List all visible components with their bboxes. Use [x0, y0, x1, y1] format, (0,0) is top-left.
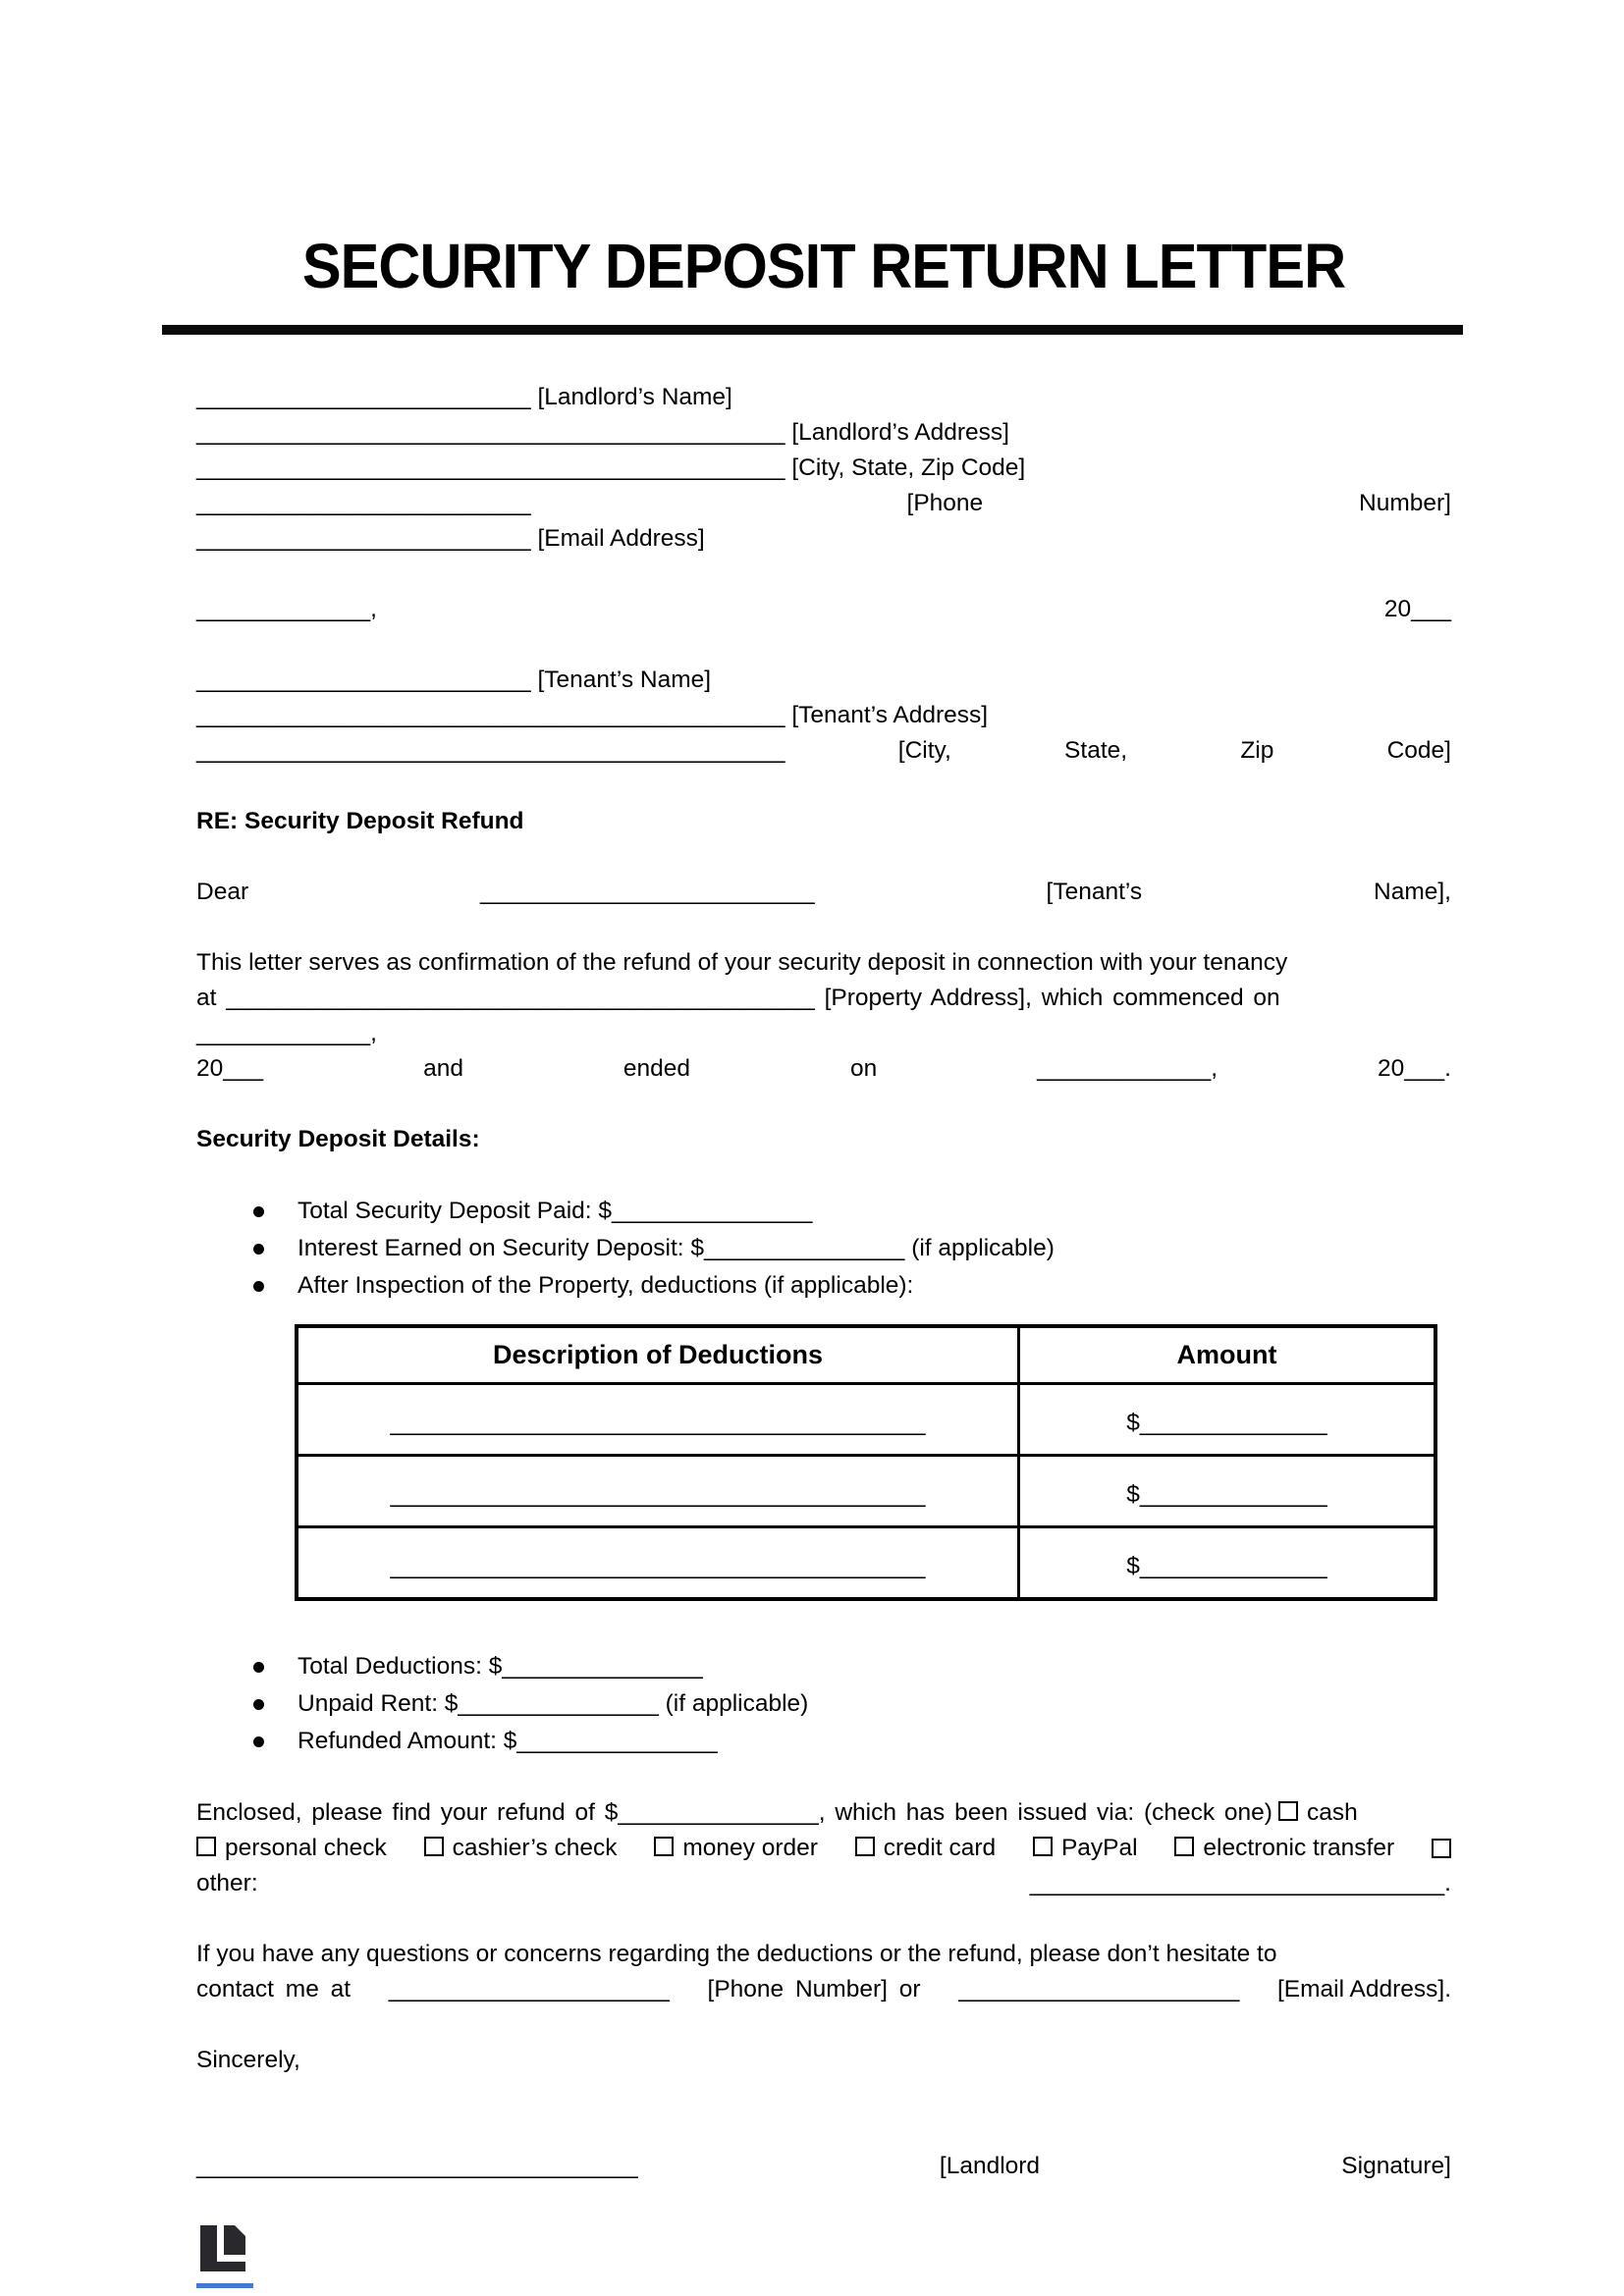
- checkbox-icon: [1033, 1837, 1053, 1856]
- tenant-name-label: [Tenant’s Name]: [537, 667, 712, 694]
- list-item: [253, 1685, 1451, 1723]
- signature-blank: _________________________________: [196, 2153, 638, 2180]
- legal-templates-logo-mark: [200, 2225, 245, 2271]
- bullet-icon: [253, 1281, 264, 1292]
- deposit-details-list: [196, 1193, 1451, 1305]
- landlord-phone-label: [Phone: [906, 490, 984, 517]
- landlord-address-label: [Landlord’s Address]: [791, 419, 1009, 447]
- payment-option-label: electronic transfer: [1203, 1835, 1395, 1862]
- contact-line: [196, 1972, 1451, 2007]
- table-row: [297, 1384, 1435, 1456]
- amount-column-header: Amount: [1019, 1326, 1436, 1384]
- tenant-address-block: [196, 663, 1451, 769]
- landlord-name-line: [196, 380, 1451, 415]
- list-item: [253, 1230, 1451, 1267]
- table-row: [297, 1527, 1435, 1600]
- payment-option-label: other:: [196, 1870, 258, 1897]
- payment-option: [1033, 1831, 1138, 1866]
- bullet-text: Refunded Amount: $_______________: [298, 1728, 718, 1755]
- tenant-city-blank: ____________________________________________: [196, 737, 785, 765]
- checkbox-icon: [1278, 1801, 1298, 1821]
- tenant-address-line: [196, 698, 1451, 733]
- date-year-blank: 20___: [1383, 596, 1451, 623]
- landlord-city-line: [196, 451, 1451, 486]
- landlord-phone-line: [196, 486, 1451, 521]
- checkbox-icon: [196, 1837, 216, 1856]
- salutation-dear: Dear: [196, 879, 249, 906]
- bullet-text: Total Security Deposit Paid: $_______________: [298, 1198, 813, 1225]
- salutation-label-2: Name],: [1374, 879, 1451, 906]
- description-blank-cell: ________________________________________: [297, 1384, 1019, 1456]
- description-blank-cell: ________________________________________: [297, 1456, 1019, 1527]
- list-item: [253, 1267, 1451, 1305]
- paragraph-line: at ____________________________________________ [Property Address], which commenced on _____________,: [196, 985, 1280, 1047]
- tenant-code-label: Code]: [1386, 737, 1451, 765]
- word-on: on: [849, 1055, 878, 1083]
- refund-method-paragraph: [196, 1795, 1451, 1901]
- amount-blank-cell: $______________: [1019, 1527, 1436, 1600]
- payment-option-label: personal check: [225, 1835, 387, 1862]
- signature-label-2: Signature]: [1341, 2153, 1451, 2180]
- payment-option-label: PayPal: [1060, 1835, 1138, 1862]
- tenant-state-label: State,: [1064, 737, 1128, 765]
- deductions-table: [295, 1324, 1437, 1601]
- bullet-icon: [253, 1244, 264, 1255]
- landlord-city-label: [City, State, Zip Code]: [791, 454, 1026, 482]
- payment-option: [424, 1831, 618, 1866]
- description-blank-cell: ________________________________________: [297, 1527, 1019, 1600]
- salutation-blank: _________________________: [479, 879, 815, 906]
- word-and: and: [423, 1055, 463, 1083]
- bullet-icon: [253, 1699, 264, 1710]
- title-rule: [162, 325, 1463, 335]
- landlord-name-label: [Landlord’s Name]: [537, 384, 732, 411]
- payment-options-line: [196, 1831, 1451, 1866]
- landlord-phone-label-2: Number]: [1359, 490, 1451, 517]
- details-heading: Security Deposit Details:: [196, 1126, 480, 1153]
- payment-option-label: cash: [1306, 1799, 1358, 1827]
- word-ended: ended: [623, 1055, 691, 1083]
- paragraph-line: [196, 1051, 1451, 1087]
- other-blank: _______________________________.: [1029, 1870, 1451, 1897]
- landlord-address-blank: ____________________________________________: [196, 419, 785, 447]
- closing: Sincerely,: [196, 2047, 300, 2074]
- checkbox-icon: [1174, 1837, 1194, 1856]
- checkbox-icon: [424, 1837, 444, 1856]
- checkbox-icon: [1432, 1839, 1451, 1858]
- payment-option-label: cashier’s check: [452, 1835, 618, 1862]
- legal-templates-logo: [196, 2225, 253, 2288]
- bullet-icon: [253, 1206, 264, 1217]
- tenant-address-blank: ____________________________________________: [196, 702, 785, 729]
- signature-label: [Landlord: [939, 2153, 1041, 2180]
- landlord-email-blank: _________________________: [196, 525, 531, 553]
- payment-option: [855, 1831, 996, 1866]
- logo-letter-shape: [217, 2255, 245, 2262]
- confirmation-paragraph: [196, 945, 1451, 1087]
- landlord-email-line: [196, 521, 1451, 557]
- totals-list: [196, 1648, 1451, 1760]
- amount-blank-cell: $______________: [1019, 1384, 1436, 1456]
- landlord-city-blank: ____________________________________________: [196, 454, 785, 482]
- bullet-text: Interest Earned on Security Deposit: $_______________ (if applicable): [298, 1235, 1055, 1262]
- contact-email-blank: _____________________: [958, 1976, 1240, 2003]
- contact-phone-label: [Phone Number] or: [707, 1976, 921, 2003]
- contact-phone-blank: _____________________: [388, 1976, 670, 2003]
- re-subject-line: RE: Security Deposit Refund: [196, 808, 524, 835]
- paragraph-line: If you have any questions or concerns regarding the deductions or the refund, please don’t hesitate to: [196, 1941, 1277, 1968]
- tenant-name-blank: _________________________: [196, 667, 531, 694]
- bullet-text: After Inspection of the Property, deductions (if applicable):: [298, 1272, 914, 1300]
- landlord-address-line: [196, 415, 1451, 451]
- questions-paragraph: [196, 1937, 1451, 2007]
- tenant-city-label: [City,: [897, 737, 951, 765]
- other-option-line: [196, 1866, 1451, 1901]
- table-row: [297, 1456, 1435, 1527]
- end-date-blank: _____________,: [1037, 1055, 1218, 1083]
- date-line: [196, 592, 1451, 627]
- payment-option-label: money order: [682, 1835, 818, 1862]
- description-column-header: Description of Deductions: [297, 1326, 1019, 1384]
- list-item: [253, 1193, 1451, 1230]
- paragraph-line: [196, 1795, 1451, 1831]
- logo-underline: [196, 2283, 253, 2288]
- commence-year-blank: 20___: [196, 1055, 264, 1083]
- landlord-email-label: [Email Address]: [537, 525, 705, 553]
- refund-intro-text: Enclosed, please find your refund of $_______________, which has been issued via: (check one): [196, 1799, 1272, 1827]
- list-item: [253, 1648, 1451, 1685]
- contact-text: contact me at: [196, 1976, 352, 2003]
- contact-email-label: [Email Address].: [1276, 1976, 1451, 2003]
- signature-line: [196, 2149, 1451, 2184]
- bullet-icon: [253, 1736, 264, 1747]
- bullet-text: Unpaid Rent: $_______________ (if applicable): [298, 1690, 809, 1718]
- payment-option: [654, 1831, 818, 1866]
- end-year-blank: 20___.: [1378, 1055, 1451, 1083]
- checkbox-icon: [654, 1837, 674, 1856]
- landlord-name-blank: _________________________: [196, 384, 531, 411]
- logo-folded-corner: [235, 2225, 245, 2236]
- bullet-text: Total Deductions: $_______________: [298, 1653, 703, 1681]
- amount-blank-cell: $______________: [1019, 1456, 1436, 1527]
- tenant-name-line: [196, 663, 1451, 698]
- paragraph-line: This letter serves as confirmation of the refund of your security deposit in connection with your tenancy: [196, 949, 1288, 977]
- salutation-line: [196, 875, 1451, 910]
- document-title: SECURITY DEPOSIT RETURN LETTER: [301, 231, 1346, 301]
- tenant-city-line: [196, 733, 1451, 769]
- tenant-zip-label: Zip: [1240, 737, 1274, 765]
- table-header-row: [297, 1326, 1435, 1384]
- checkbox-icon: [855, 1837, 875, 1856]
- bullet-icon: [253, 1662, 264, 1673]
- landlord-address-block: [196, 380, 1451, 557]
- payment-option: [1174, 1831, 1394, 1866]
- date-blank: _____________,: [196, 596, 377, 623]
- landlord-phone-blank: _________________________: [196, 490, 531, 517]
- payment-option: [196, 1831, 387, 1866]
- list-item: [253, 1723, 1451, 1760]
- salutation-label: [Tenant’s: [1046, 879, 1143, 906]
- tenant-address-label: [Tenant’s Address]: [791, 702, 989, 729]
- payment-option-label: credit card: [883, 1835, 997, 1862]
